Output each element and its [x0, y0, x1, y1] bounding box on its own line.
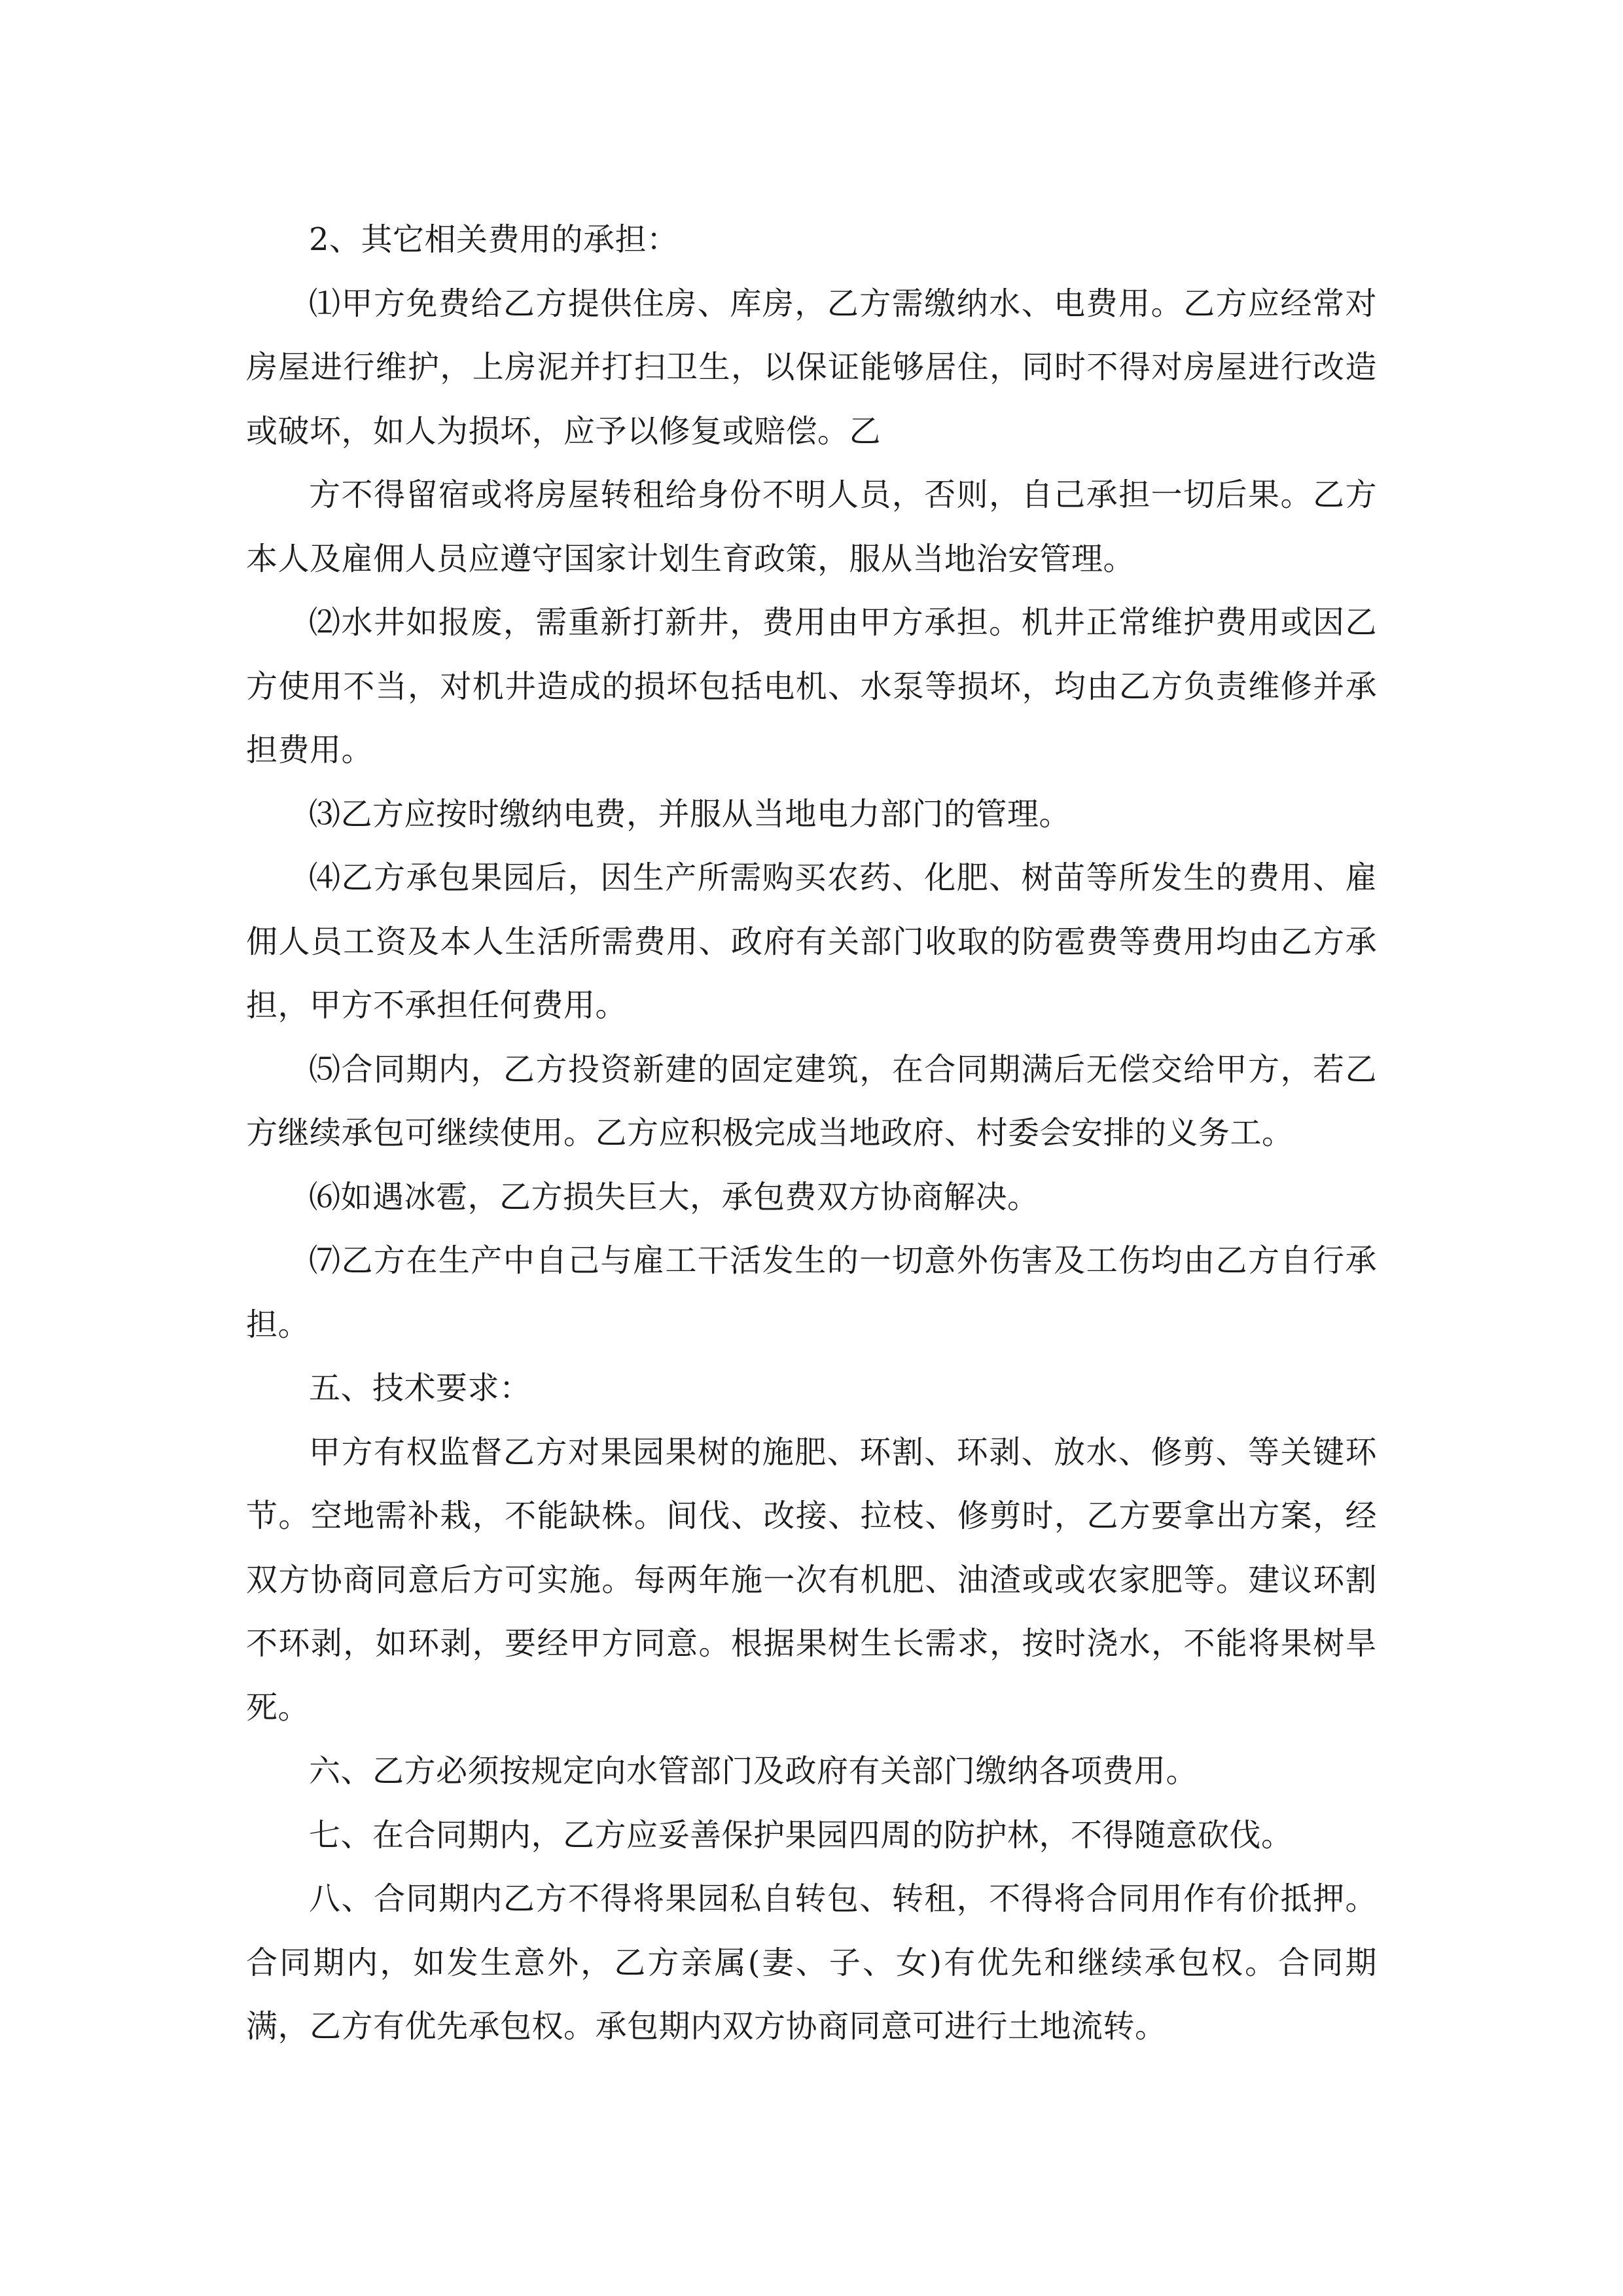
paragraph-clause-5-buildings: ⑸合同期内，乙方投资新建的固定建筑，在合同期满后无偿交给甲方，若乙方继续承包可继续使用。乙方应积极完成当地政府、村委会安排的义务工。 [246, 1050, 1377, 1151]
paragraph-section-6-fees: 六、乙方必须按规定向水管部门及政府有关部门缴纳各项费用。 [309, 1753, 1198, 1789]
paragraph-section-8-subcontract: 八、合同期内乙方不得将果园私自转包、转租，不得将合同用作有价抵押。合同期内，如发生意外，乙方亲属(妻、子、女)有优先和继续承包权。合同期满，乙方有优先承包权。承包期内双方协商同意可进行土地流转。 [246, 1880, 1377, 2045]
document-body [246, 208, 1377, 2059]
paragraph-clause-7-injury: ⑺乙方在生产中自己与雇工干活发生的一切意外伤害及工伤均由乙方自行承担。 [246, 1242, 1377, 1343]
paragraph-clause-4-production-costs: ⑷乙方承包果园后，因生产所需购买农药、化肥、树苗等所发生的费用、雇佣人员工资及本人生活所需费用、政府有关部门收取的防雹费等费用均由乙方承担，甲方不承担任何费用。 [246, 859, 1377, 1024]
paragraph-other-costs-heading: 2、其它相关费用的承担： [309, 221, 679, 258]
paragraph-section-5-heading: 五、技术要求： [309, 1370, 531, 1407]
paragraph-clause-3-electricity: ⑶乙方应按时缴纳电费，并服从当地电力部门的管理。 [309, 795, 1071, 833]
paragraph-clause-2-well: ⑵水井如报废，需重新打新井，费用由甲方承担。机井正常维护费用或因乙方使用不当，对机井造成的损坏包括电机、水泵等损坏，均由乙方负责维修并承担费用。 [246, 604, 1377, 768]
paragraph-section-5-technical: 甲方有权监督乙方对果园果树的施肥、环割、环剥、放水、修剪、等关键环节。空地需补栽，不能缺株。间伐、改接、拉枝、修剪时，乙方要拿出方案，经双方协商同意后方可实施。每两年施一次有机肥、油渣或或农家肥等。建议环割不环剥，如环剥，要经甲方同意。根据果树生长需求，按时浇水，不能将果树旱死。 [246, 1433, 1377, 1726]
paragraph-clause-6-hail: ⑹如遇冰雹，乙方损失巨大，承包费双方协商解决。 [309, 1178, 1039, 1215]
paragraph-clause-1-housing: ⑴甲方免费给乙方提供住房、库房，乙方需缴纳水、电费用。乙方应经常对房屋进行维护，上房泥并打扫卫生，以保证能够居住，同时不得对房屋进行改造或破坏，如人为损坏，应予以修复或赔偿。乙 [246, 285, 1377, 450]
paragraph-section-7-forest: 七、在合同期内，乙方应妥善保护果园四周的防护林，不得随意砍伐。 [309, 1816, 1293, 1854]
paragraph-clause-1-continued: 方不得留宿或将房屋转租给身份不明人员，否则，自己承担一切后果。乙方本人及雇佣人员应遵守国家计划生育政策，服从当地治安管理。 [246, 476, 1377, 577]
